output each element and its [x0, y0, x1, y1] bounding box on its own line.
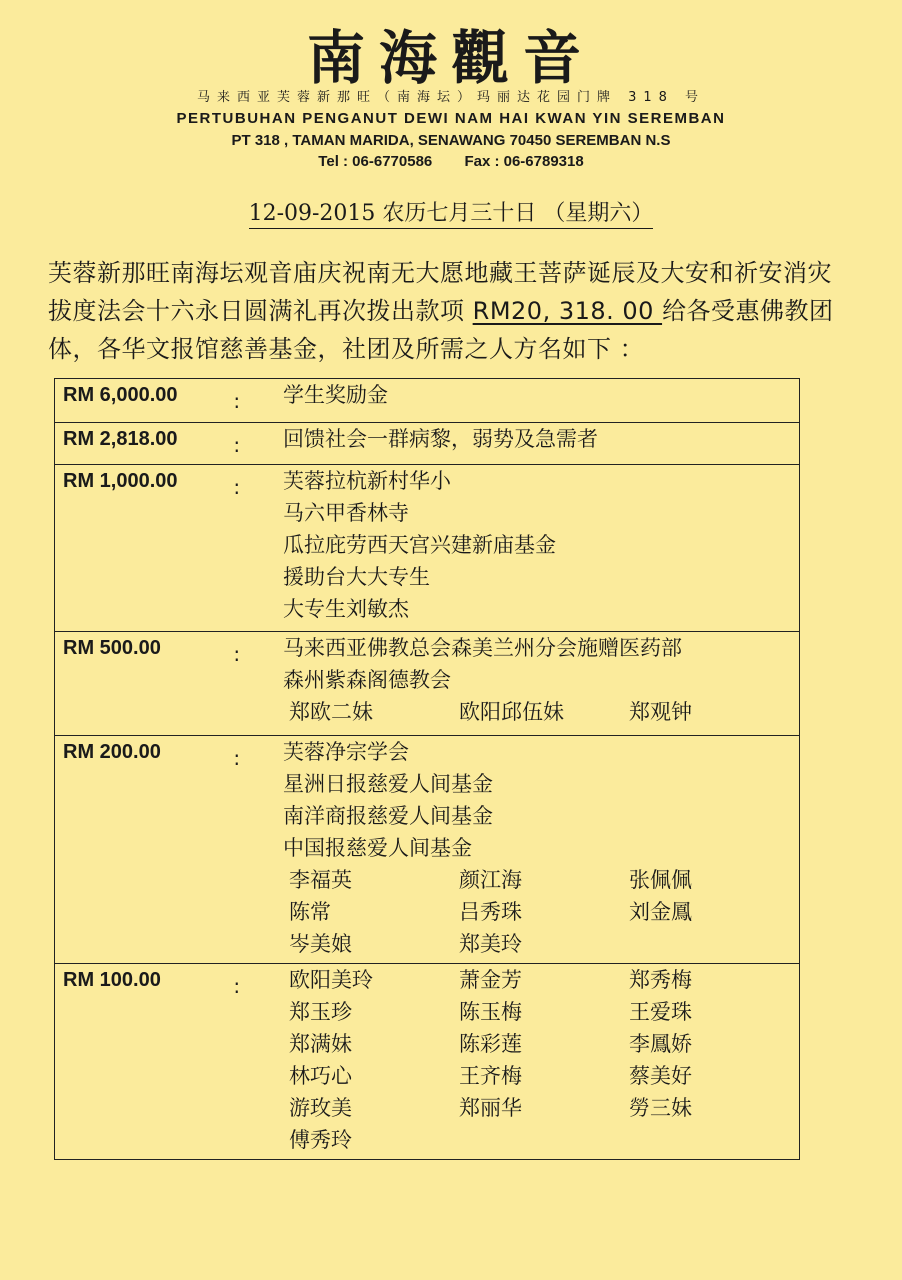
- donation-amount: RM 2,818.00: [55, 423, 234, 465]
- individual-name: 张佩佩: [629, 868, 692, 892]
- colon-separator: :: [233, 379, 277, 423]
- donation-amount: RM 200.00: [55, 736, 234, 964]
- recipient-line: 大专生刘敏杰: [283, 597, 409, 621]
- individual-name: 郑美玲: [459, 932, 522, 956]
- intro-paragraph: [48, 254, 854, 368]
- recipient-list: [277, 379, 800, 423]
- total-amount: RM20, 318. 00: [472, 297, 663, 325]
- donation-row: [55, 465, 800, 632]
- recipient-list: [277, 423, 800, 465]
- colon-separator: :: [233, 964, 277, 1160]
- individual-names-grid: [283, 864, 799, 960]
- individual-name: 蔡美好: [629, 1064, 692, 1088]
- date-heading: [0, 200, 902, 228]
- intro-text-after: 给各受惠佛教团体，各华文报馆慈善基金，社团及所需之人方名如下 ：: [48, 297, 834, 363]
- individual-name: 郑满妹: [289, 1032, 352, 1056]
- recipient-line: 南洋商报慈爱人间基金: [283, 804, 493, 828]
- recipient-line: 援助台大大专生: [283, 565, 430, 589]
- date-text: 12-09-2015 农历七月三十日 （星期六）: [249, 201, 654, 229]
- individual-name: 郑丽华: [459, 1096, 522, 1120]
- donation-row: [55, 632, 800, 736]
- individual-name: 王爱珠: [629, 1000, 692, 1024]
- individual-name: 颜江海: [459, 868, 522, 892]
- individual-name: 萧金芳: [459, 968, 522, 992]
- recipient-line: 瓜拉庇劳西天宫兴建新庙基金: [283, 533, 556, 557]
- individual-name: 郑欧二妹: [289, 700, 373, 724]
- colon-separator: :: [233, 736, 277, 964]
- donation-amount: RM 1,000.00: [55, 465, 234, 632]
- recipient-line: 学生奖励金: [283, 383, 388, 407]
- recipient-line: 森州紫森阁德教会: [283, 668, 451, 692]
- individual-name: 陈彩莲: [459, 1032, 522, 1056]
- temple-brand-title: 南海觀音: [306, 24, 595, 92]
- individual-names-grid: [283, 696, 799, 728]
- individual-name: 勞三妹: [629, 1096, 692, 1120]
- donation-row: [55, 736, 800, 964]
- individual-name: 林巧心: [289, 1064, 352, 1088]
- individual-name: 吕秀珠: [459, 900, 522, 924]
- recipient-line: 中国报慈爱人间基金: [283, 836, 472, 860]
- individual-name: 郑秀梅: [629, 968, 692, 992]
- recipient-list: [277, 736, 800, 964]
- organization-address: PT 318 , TAMAN MARIDA, SENAWANG 70450 SEREMBAN N.S: [231, 132, 671, 149]
- individual-name: 李福英: [289, 868, 352, 892]
- recipient-line: 星洲日报慈爱人间基金: [283, 772, 493, 796]
- chinese-address: 马来西亚芙蓉新那旺（南海坛）玛丽达花园门牌 318 号: [196, 90, 706, 105]
- recipient-list: [277, 964, 800, 1160]
- intro-text-before: 芙蓉新那旺南海坛观音庙庆祝南无大愿地藏王菩萨诞辰及大安和祈安消灾拔度法会十六永日圆满礼再次拨出款项: [48, 259, 832, 325]
- recipient-line: 马来西亚佛教总会森美兰州分会施赠医药部: [283, 636, 682, 660]
- recipient-line: 芙蓉拉杭新村华小: [283, 469, 451, 493]
- individual-names-grid: [283, 964, 799, 1156]
- recipient-line: 回馈社会一群病黎，弱势及急需者: [283, 427, 598, 451]
- individual-name: 郑观钟: [629, 700, 692, 724]
- recipient-line: 马六甲香林寺: [283, 501, 409, 525]
- organization-name: PERTUBUHAN PENGANUT DEWI NAM HAI KWAN YIN SEREMBAN: [176, 110, 726, 127]
- individual-name: 傅秀玲: [289, 1128, 352, 1152]
- recipient-list: [277, 632, 800, 736]
- donation-row: [55, 964, 800, 1160]
- recipient-line: 芙蓉净宗学会: [283, 740, 409, 764]
- individual-name: 游玫美: [289, 1096, 352, 1120]
- telephone: Tel : 06-6770586: [318, 153, 433, 170]
- fax: Fax : 06-6789318: [464, 153, 584, 170]
- individual-name: 王齐梅: [459, 1064, 522, 1088]
- contact-line: [0, 153, 902, 171]
- donation-row: [55, 379, 800, 423]
- donation-row: [55, 423, 800, 465]
- individual-name: 李鳳娇: [629, 1032, 692, 1056]
- colon-separator: :: [233, 632, 277, 736]
- individual-name: 岑美娘: [289, 932, 352, 956]
- individual-name: 郑玉珍: [289, 1000, 352, 1024]
- donation-amount: RM 100.00: [55, 964, 234, 1160]
- donation-amount: RM 500.00: [55, 632, 234, 736]
- individual-name: 欧阳美玲: [289, 968, 373, 992]
- individual-name: 欧阳邱伍妹: [459, 700, 564, 724]
- colon-separator: :: [233, 465, 277, 632]
- donation-table: [54, 378, 800, 1160]
- individual-name: 刘金鳳: [629, 900, 692, 924]
- colon-separator: :: [233, 423, 277, 465]
- recipient-list: [277, 465, 800, 632]
- individual-name: 陈常: [289, 900, 331, 924]
- donation-amount: RM 6,000.00: [55, 379, 234, 423]
- individual-name: 陈玉梅: [459, 1000, 522, 1024]
